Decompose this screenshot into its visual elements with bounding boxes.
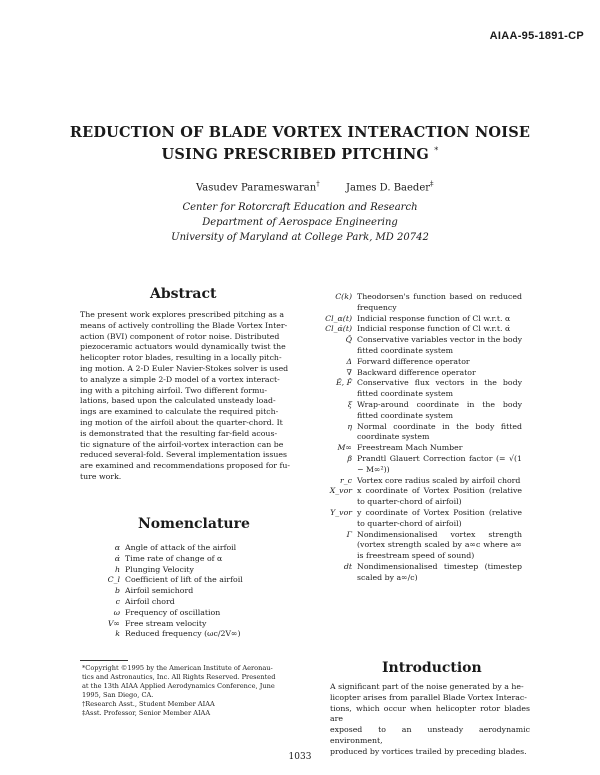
nomenclature-symbol: r_c bbox=[340, 475, 352, 485]
nomenclature-symbol: X_vor bbox=[329, 486, 352, 496]
abstract-line: helicopter rotor blades, resulting in a locally pitch- bbox=[80, 353, 282, 363]
nomenclature-item bbox=[100, 597, 280, 608]
nomenclature-item bbox=[308, 335, 522, 357]
footnote-line: *Copyright ©1995 by the American Institute of Aeronau- bbox=[82, 664, 273, 672]
nomenclature-symbol: Δ bbox=[346, 356, 352, 366]
nomenclature-item bbox=[100, 619, 280, 630]
affiliation-line: Center for Rotorcraft Education and Research bbox=[182, 202, 418, 213]
nomenclature-symbol: Q̂ bbox=[345, 335, 352, 345]
abstract-line: ing with a pitching airfoil. Two different formu- bbox=[80, 385, 268, 395]
nomenclature-item bbox=[308, 454, 522, 476]
nomenclature-definition: Free stream velocity bbox=[125, 618, 207, 628]
page-number: 1033 bbox=[288, 752, 312, 762]
nomenclature-definition: Backward difference operator bbox=[357, 367, 476, 377]
introduction-heading: Introduction bbox=[382, 660, 482, 676]
nomenclature-item bbox=[308, 314, 522, 325]
introduction-line: A significant part of the noise generated by a he- bbox=[330, 682, 524, 691]
nomenclature-symbol: Cl_α̇(t) bbox=[325, 324, 352, 334]
nomenclature-definition: y coordinate of Vortex Position (relative to quarter-chord of airfoil) bbox=[357, 507, 522, 528]
introduction-line: exposed to an unsteady aerodynamic environment, bbox=[330, 725, 530, 745]
footnote-line: 1995, San Diego, CA. bbox=[82, 691, 154, 699]
nomenclature-symbol: Cl_α(t) bbox=[325, 313, 352, 323]
nomenclature-symbol: Γ bbox=[346, 529, 352, 539]
nomenclature-symbol: β bbox=[347, 453, 352, 463]
author-1-name: Vasudev Parameswaran bbox=[196, 182, 317, 194]
paper-id: AIAA-95-1891-CP bbox=[489, 30, 584, 42]
nomenclature-symbol: V∞ bbox=[107, 618, 120, 628]
abstract-line: The present work explores prescribed pitching as a bbox=[80, 310, 284, 319]
introduction-line: licopter arises from parallel Blade Vortex Interac- bbox=[330, 692, 527, 702]
nomenclature-continued bbox=[308, 292, 522, 584]
nomenclature-item bbox=[100, 629, 280, 640]
nomenclature-definition: Angle of attack of the airfoil bbox=[125, 543, 237, 552]
introduction-line: tions, which occur when helicopter rotor blades are bbox=[330, 703, 530, 724]
nomenclature-definition: Coefficient of lift of the airfoil bbox=[125, 575, 243, 585]
nomenclature-item bbox=[308, 378, 522, 400]
title-line-2 bbox=[0, 142, 600, 164]
nomenclature-item bbox=[308, 357, 522, 368]
nomenclature-item bbox=[308, 508, 522, 530]
nomenclature-symbol: b bbox=[115, 586, 120, 596]
nomenclature-item bbox=[100, 575, 280, 586]
affiliation-line: Department of Aerospace Engineering bbox=[202, 217, 398, 228]
nomenclature-symbol: M∞ bbox=[337, 443, 352, 453]
abstract-line: is demonstrated that the resulting far-field acous- bbox=[80, 428, 278, 438]
author-2-mark: ‡ bbox=[430, 180, 434, 188]
nomenclature-definition: Indicial response function of Cl w.r.t. α bbox=[357, 313, 511, 323]
nomenclature-definition: Reduced frequency (ωc/2V∞) bbox=[125, 629, 241, 639]
nomenclature-symbol: k bbox=[115, 629, 120, 639]
nomenclature-definition: Freestream Mach Number bbox=[357, 443, 463, 453]
nomenclature-item bbox=[308, 292, 522, 314]
nomenclature-item bbox=[308, 443, 522, 454]
abstract-line: reduced several-fold. Several implementation issues bbox=[80, 450, 288, 460]
footnote-line: ‡Asst. Professor, Senior Member AIAA bbox=[82, 709, 211, 717]
abstract-line: lations, based upon the calculated unsteady load- bbox=[80, 396, 276, 406]
abstract-line: means of actively controlling the Blade Vortex Inter- bbox=[80, 320, 288, 330]
nomenclature-symbol: h bbox=[114, 564, 120, 574]
abstract-line: ing motion of the airfoil about the quarter-chord. It bbox=[80, 417, 283, 427]
nomenclature-item bbox=[308, 476, 522, 487]
nomenclature-definition: Conservative flux vectors in the body fitted coordinate system bbox=[357, 378, 522, 399]
nomenclature-item bbox=[100, 586, 280, 597]
abstract-body bbox=[80, 310, 298, 483]
nomenclature-item bbox=[308, 486, 522, 508]
footnote-line: †Research Asst., Student Member AIAA bbox=[82, 700, 215, 708]
footnote-line: tics and Astronautics, Inc. All Rights Reserved. Presented bbox=[82, 673, 276, 681]
abstract-line: piezoceramic actuators would dynamically twist the bbox=[80, 342, 286, 352]
nomenclature-definition: Normal coordinate in the body fitted coordinate system bbox=[357, 421, 522, 442]
author-2-name: James D. Baeder bbox=[346, 182, 431, 194]
nomenclature-symbol: Ê, F̂ bbox=[335, 378, 352, 388]
author-1 bbox=[196, 180, 320, 193]
abstract-line: tic signature of the airfoil-vortex interaction can be bbox=[80, 439, 284, 449]
abstract-line: ing motion. A 2-D Euler Navier-Stokes solver is used bbox=[80, 363, 289, 373]
nomenclature-item bbox=[100, 543, 280, 554]
nomenclature-definition: x coordinate of Vortex Position (relative to quarter-chord of airfoil) bbox=[357, 486, 522, 507]
nomenclature-symbol: c bbox=[115, 596, 120, 606]
abstract-line: ings are examined to calculate the required pitch- bbox=[80, 407, 279, 417]
nomenclature-definition: Indicial response function of Cl w.r.t. α̇ bbox=[357, 324, 511, 334]
author-2 bbox=[346, 180, 434, 193]
nomenclature-definition: Nondimensionalised vortex strength (vortex strength scaled by a∞c where a∞ is freestream speed of sound) bbox=[357, 529, 522, 561]
nomenclature-definition: Airfoil semichord bbox=[125, 586, 194, 596]
nomenclature-symbol: ω bbox=[113, 607, 120, 617]
nomenclature-symbol: η bbox=[347, 421, 352, 431]
introduction-body bbox=[330, 682, 530, 758]
nomenclature-item bbox=[100, 565, 280, 576]
introduction-line: produced by vortices trailed by preceding blades. bbox=[330, 746, 527, 756]
nomenclature-definition: Time rate of change of α bbox=[125, 553, 223, 563]
nomenclature-definition: Conservative variables vector in the body fitted coordinate system bbox=[357, 335, 522, 355]
author-1-mark: † bbox=[316, 180, 320, 188]
nomenclature-definition: Wrap-around coordinate in the body fitted coordinate system bbox=[357, 399, 522, 420]
nomenclature-symbol: C(k) bbox=[335, 292, 352, 301]
title-line-1: REDUCTION OF BLADE VORTEX INTERACTION NOISE bbox=[69, 124, 531, 141]
affiliation bbox=[0, 200, 600, 245]
nomenclature-definition: Forward difference operator bbox=[357, 356, 470, 366]
footnote-line: at the 13th AIAA Applied Aerodynamics Conference, June bbox=[82, 682, 275, 690]
nomenclature-definition: Frequency of oscillation bbox=[125, 607, 221, 617]
nomenclature-item bbox=[308, 530, 522, 562]
nomenclature-definition: Plunging Velocity bbox=[125, 564, 194, 574]
nomenclature-list bbox=[100, 543, 280, 640]
nomenclature-item bbox=[308, 400, 522, 422]
affiliation-line: University of Maryland at College Park, MD 20742 bbox=[171, 232, 429, 243]
title-footnote-mark: * bbox=[434, 146, 439, 155]
nomenclature-symbol: ξ bbox=[347, 399, 352, 409]
abstract-line: ture work. bbox=[80, 471, 122, 481]
nomenclature-item bbox=[308, 422, 522, 444]
footnotes bbox=[82, 664, 300, 718]
nomenclature-definition: Airfoil chord bbox=[125, 596, 175, 606]
nomenclature-symbol: α bbox=[114, 543, 120, 552]
abstract-line: to analyze a simple 2-D model of a vortex interact- bbox=[80, 374, 280, 384]
nomenclature-definition: Vortex core radius scaled by airfoil chord bbox=[357, 475, 521, 485]
nomenclature-symbol: dt bbox=[343, 561, 352, 571]
abstract-heading: Abstract bbox=[150, 286, 217, 302]
nomenclature-item bbox=[308, 562, 522, 584]
nomenclature-item bbox=[308, 368, 522, 379]
nomenclature-heading: Nomenclature bbox=[138, 516, 250, 532]
nomenclature-definition: Theodorsen's function based on reduced frequency bbox=[357, 292, 522, 312]
nomenclature-item bbox=[100, 608, 280, 619]
nomenclature-symbol: C_l bbox=[107, 575, 120, 585]
nomenclature-symbol: Y_vor bbox=[330, 507, 352, 517]
nomenclature-item bbox=[308, 324, 522, 335]
footnote-divider bbox=[80, 660, 128, 661]
abstract-line: action (BVI) component of rotor noise. Distributed bbox=[80, 331, 280, 341]
nomenclature-definition: Nondimensionalised timestep (timestep scaled by a∞/c) bbox=[357, 561, 522, 582]
title-line-2-text: USING PRESCRIBED PITCHING bbox=[161, 145, 430, 163]
nomenclature-symbol: ∇ bbox=[346, 367, 352, 377]
abstract-line: are examined and recommendations proposed for fu- bbox=[80, 461, 291, 471]
nomenclature-symbol: α̇ bbox=[114, 553, 120, 563]
nomenclature-definition: Prandtl Glauert Correction factor (= √(1 − M∞²)) bbox=[357, 453, 522, 474]
nomenclature-item bbox=[100, 554, 280, 565]
